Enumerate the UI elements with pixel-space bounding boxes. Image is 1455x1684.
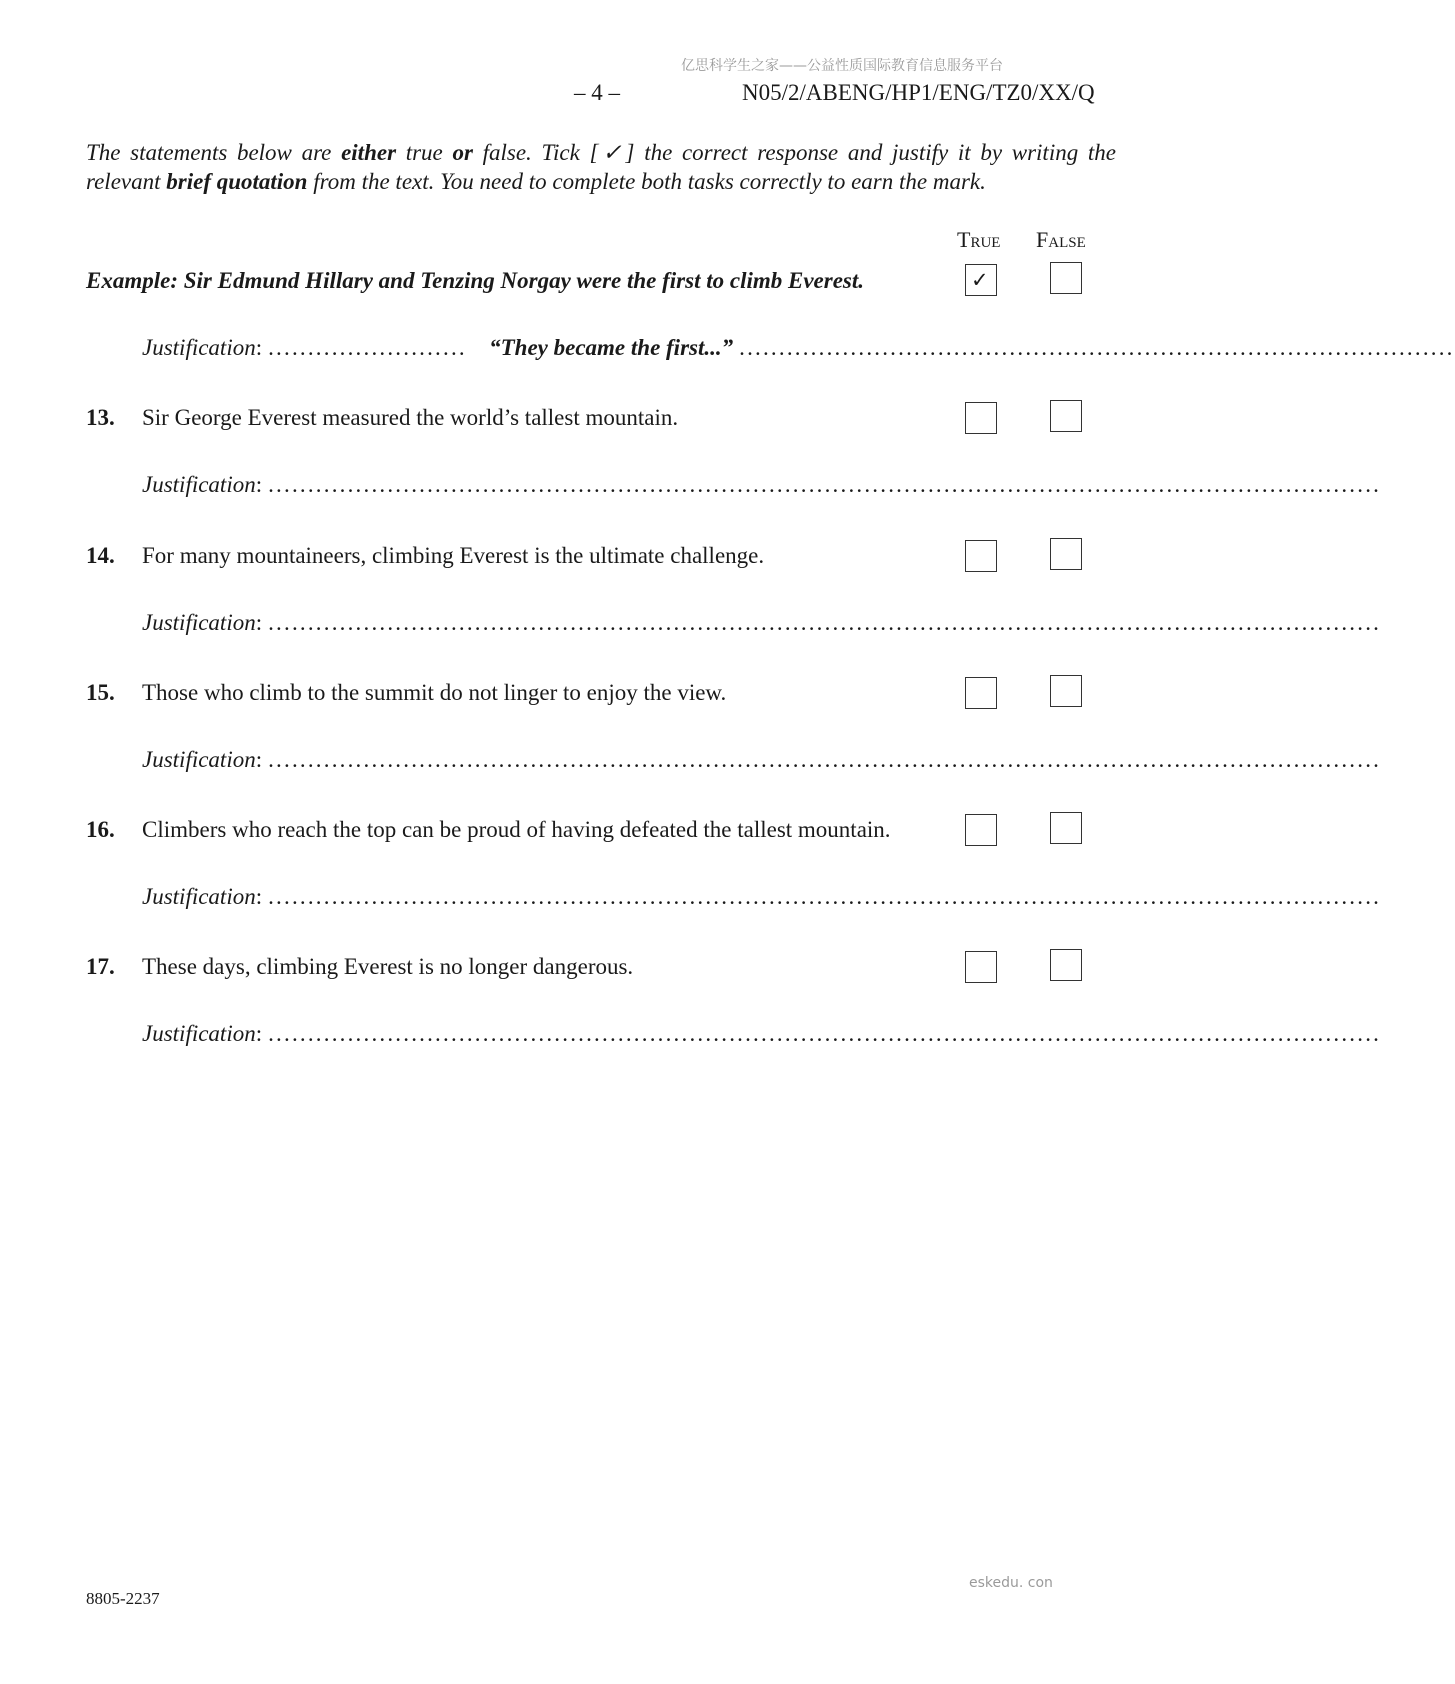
question-statement: For many mountaineers, climbing Everest is the ultimate challenge. — [142, 543, 765, 568]
justification-line[interactable] — [142, 1021, 1382, 1047]
example-justification — [142, 335, 1455, 361]
justification-colon: : — [255, 1021, 263, 1046]
example-quote: “They became the first...” — [489, 335, 734, 360]
justification-line[interactable] — [142, 610, 1382, 636]
question-statement: Climbers who reach the top can be proud of having defeated the tallest mountain. — [142, 817, 891, 842]
q14-false-checkbox[interactable] — [1050, 538, 1082, 570]
q17-true-checkbox[interactable] — [965, 951, 997, 983]
q16-false-checkbox[interactable] — [1050, 812, 1082, 844]
footer-watermark: eskedu. con — [969, 1575, 1053, 1591]
q15-false-checkbox[interactable] — [1050, 675, 1082, 707]
dotted-line: ............................................................................................................................................ — [268, 1021, 1382, 1046]
justification-line[interactable] — [142, 884, 1382, 910]
example-row — [86, 268, 1116, 302]
question-statement: Sir George Everest measured the world’s tallest mountain. — [142, 405, 679, 430]
example-statement: Example: Sir Edmund Hillary and Tenzing Norgay were the first to climb Everest. — [86, 268, 865, 293]
q16-true-checkbox[interactable] — [965, 814, 997, 846]
paper-code: N05/2/ABENG/HP1/ENG/TZ0/XX/Q — [742, 80, 1095, 105]
header-watermark: 亿思科学生之家——公益性质国际教育信息服务平台 — [681, 58, 1003, 74]
question-number: 14. — [86, 543, 115, 568]
false-column-header: False — [1036, 227, 1086, 252]
justification-label: Justification — [142, 610, 256, 635]
justification-colon: : — [255, 610, 263, 635]
justification-colon: : — [255, 472, 263, 497]
instructions-text-4: from the text. You need to complete both tasks correctly to earn the mark. — [307, 169, 986, 194]
example-false-checkbox[interactable] — [1050, 262, 1082, 294]
dotted-line: ............................................................................................................................................ — [268, 884, 1382, 909]
instructions-text-2: true — [396, 140, 453, 165]
q14-true-checkbox[interactable] — [965, 540, 997, 572]
justification-colon: : — [255, 747, 263, 772]
q13-false-checkbox[interactable] — [1050, 400, 1082, 432]
q17-false-checkbox[interactable] — [1050, 949, 1082, 981]
dotted-line: ............................................................................................................................................ — [268, 472, 1382, 497]
question-row — [86, 954, 1116, 988]
question-row — [86, 680, 1116, 714]
question-number: 16. — [86, 817, 115, 842]
justification-label: Justification — [142, 472, 256, 497]
q13-true-checkbox[interactable] — [965, 402, 997, 434]
dotted-line: .......................................................................................... — [739, 335, 1455, 360]
question-row — [86, 405, 1116, 439]
justification-colon: : — [255, 335, 263, 360]
instructions-text-1: The statements below are — [86, 140, 342, 165]
question-number: 17. — [86, 954, 115, 979]
instructions-brief-quotation: brief quotation — [166, 169, 308, 194]
question-number: 15. — [86, 680, 115, 705]
page-number: – 4 – — [574, 80, 620, 105]
check-icon: ✓ — [971, 268, 989, 292]
justification-line[interactable] — [142, 747, 1382, 773]
question-row — [86, 543, 1116, 577]
instructions-text-3: false. Tick [✓] the correct response and justify it by writing the relevant — [86, 140, 1116, 194]
dotted-line: ............................................................................................................................................ — [268, 747, 1382, 772]
question-statement: These days, climbing Everest is no longer dangerous. — [142, 954, 634, 979]
justification-label: Justification — [142, 1021, 256, 1046]
instructions — [86, 138, 1116, 196]
justification-colon: : — [255, 884, 263, 909]
instructions-or: or — [452, 140, 473, 165]
question-statement: Those who climb to the summit do not linger to enjoy the view. — [142, 680, 727, 705]
question-number: 13. — [86, 405, 115, 430]
instructions-either: either — [341, 140, 397, 165]
justification-label: Justification — [142, 747, 256, 772]
true-column-header: True — [957, 227, 1001, 252]
justification-label: Justification — [142, 335, 256, 360]
q15-true-checkbox[interactable] — [965, 677, 997, 709]
dotted-line: ......................... — [268, 335, 467, 360]
example-true-checkbox[interactable] — [965, 264, 997, 296]
dotted-line: ............................................................................................................................................ — [268, 610, 1382, 635]
justification-line[interactable] — [142, 472, 1382, 498]
footer-code: 8805-2237 — [86, 1589, 160, 1608]
question-row — [86, 817, 1116, 851]
justification-label: Justification — [142, 884, 256, 909]
